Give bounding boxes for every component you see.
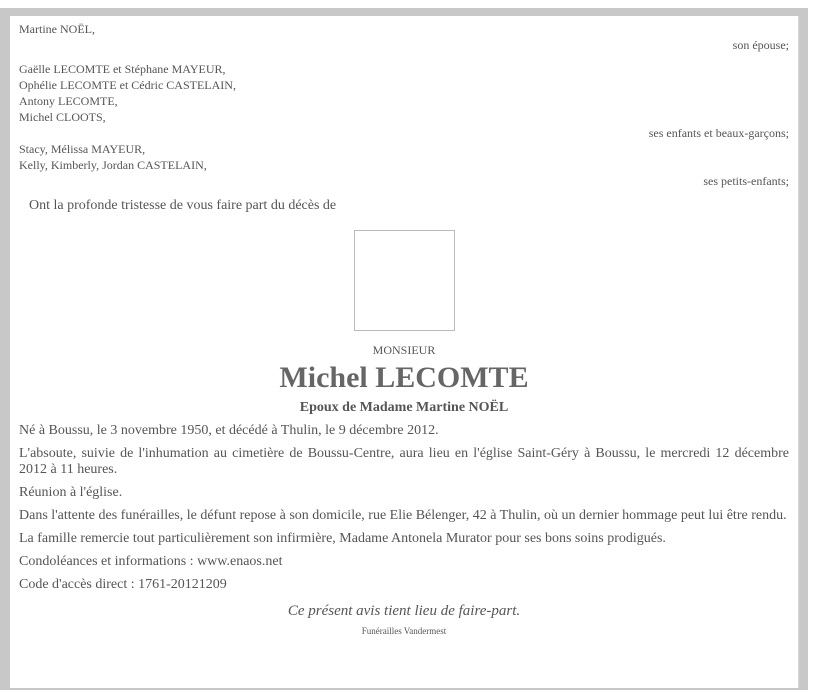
- grandchildren-relation: ses petits-enfants;: [703, 174, 789, 188]
- child-line: Ophélie LECOMTE et Cédric CASTELAIN,: [19, 78, 236, 92]
- document-frame: [0, 8, 808, 690]
- deceased-name: Michel LECOMTE: [279, 361, 529, 394]
- child-line: Michel CLOOTS,: [19, 110, 106, 124]
- intro-text: Ont la profonde tristesse de vous faire part du décès de: [29, 198, 337, 213]
- birth-death-paragraph: Né à Boussu, le 3 novembre 1950, et décédé à Thulin, le 9 décembre 2012.: [19, 423, 439, 438]
- deceased-title: MONSIEUR: [372, 343, 436, 357]
- ceremony-paragraph: L'absoute, suivie de l'inhumation au cimetière de Boussu-Centre, aura lieu en l'église Saint-Géry à Boussu, le mercredi 12 décembre 2012 à 11 heures.: [19, 446, 789, 477]
- children-relation: ses enfants et beaux-garçons;: [648, 126, 789, 140]
- thanks-paragraph: La famille remercie tout particulièrement son infirmière, Madame Antonela Murator pour ses bons soins prodigués.: [19, 531, 666, 546]
- deceased-spouse: Epoux de Madame Martine NOËL: [299, 400, 509, 415]
- child-line: Gaëlle LECOMTE et Stéphane MAYEUR,: [19, 62, 226, 76]
- condolences-paragraph: Condoléances et informations : www.enaos.net: [19, 554, 283, 569]
- notice-text: Ce présent avis tient lieu de faire-part.: [287, 603, 521, 619]
- obituary-page: [10, 16, 799, 688]
- portrait-photo-placeholder: [354, 230, 455, 331]
- child-line: Antony LECOMTE,: [19, 94, 118, 108]
- obituary-content: [19, 21, 789, 637]
- access-code-paragraph: Code d'accès direct : 1761-20121209: [19, 577, 227, 592]
- meeting-paragraph: Réunion à l'église.: [19, 485, 123, 500]
- spouse-relation: son épouse;: [732, 38, 789, 52]
- spouse-name: Martine NOËL,: [19, 22, 95, 36]
- grandchild-line: Kelly, Kimberly, Jordan CASTELAIN,: [19, 158, 207, 172]
- grandchild-line: Stacy, Mélissa MAYEUR,: [19, 142, 146, 156]
- rest-paragraph: Dans l'attente des funérailles, le défunt repose à son domicile, rue Elie Bélenger, 42 à Thulin, où un dernier hommage peut lui être rendu.: [19, 508, 787, 523]
- funeral-home: Funérailles Vandermest: [361, 626, 447, 636]
